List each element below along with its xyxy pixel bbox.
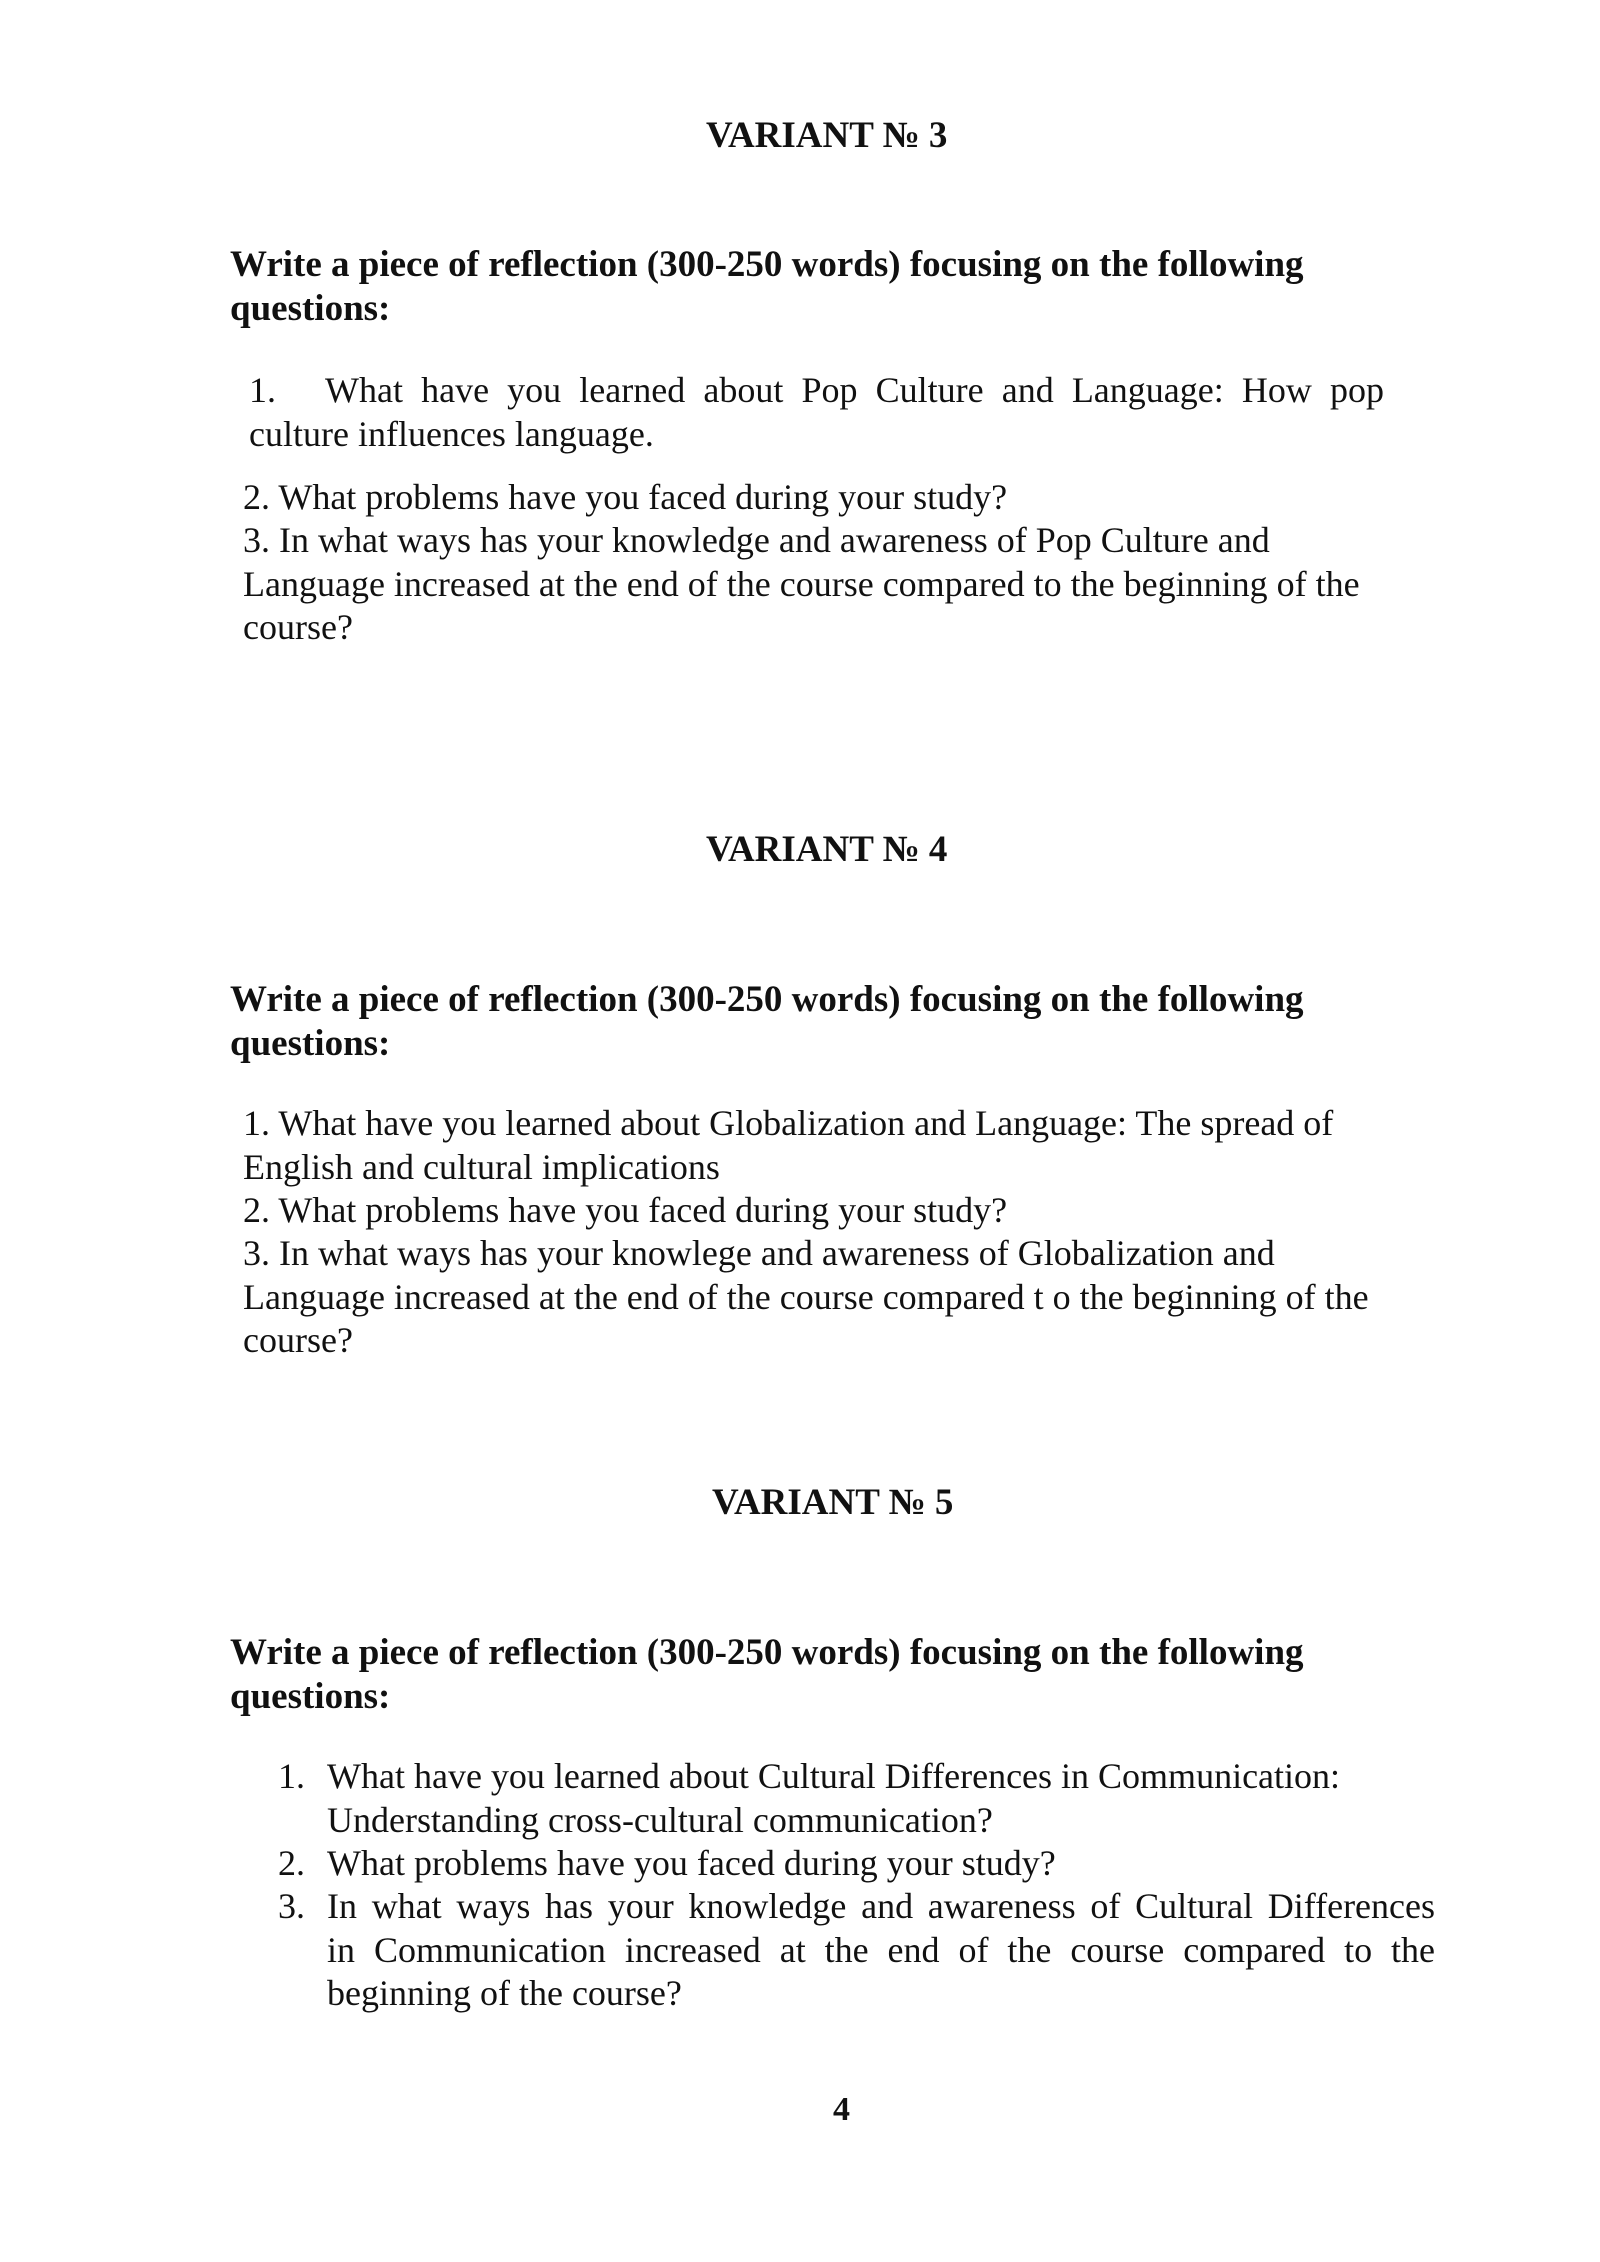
variant-3-question-3 [243, 519, 1443, 650]
question-1-line-2: Understanding cross-cultural communication? [327, 1799, 993, 1840]
question-3-line-2: Language increased at the end of the course compared t o the beginning of the [243, 1276, 1369, 1317]
question-3-line-3: course? [243, 1320, 353, 1360]
question-number: 3. [278, 1886, 305, 1926]
question-2-line-1: What problems have you faced during your study? [327, 1843, 1056, 1883]
question-1-line-1: What have you learned about Cultural Differences in Communication: [327, 1756, 1341, 1796]
page-number: 4 [833, 2091, 850, 2128]
variant-3-prompt: Write a piece of reflection (300-250 words) focusing on the following questions: [230, 244, 1304, 329]
variant-5-heading: VARIANT № 5 [712, 1482, 954, 1523]
question-number: 1. [278, 1756, 305, 1796]
question-number: 1. [249, 370, 276, 410]
question-1-line-2: English and cultural implications [243, 1146, 720, 1187]
variant-5-question-3 [278, 1885, 1435, 2016]
question-3-line-3: course? [243, 607, 353, 647]
question-3-line-2: Language increased at the end of the course compared to the beginning of the [243, 563, 1360, 604]
variant-4-heading: VARIANT № 4 [706, 829, 948, 870]
question-3-line-1: 3. In what ways has your knowlege and awareness of Globalization and [243, 1233, 1275, 1273]
variant-4-question-2: 2. What problems have you faced during your study? [243, 1190, 1008, 1230]
variant-4-question-1 [243, 1102, 1443, 1189]
variant-4-prompt: Write a piece of reflection (300-250 words) focusing on the following questions: [230, 979, 1304, 1064]
question-1-line-1: 1. What have you learned about Globalization and Language: The spread of [243, 1103, 1334, 1143]
question-1-line-1: What have you learned about Pop Culture and Language: How pop [325, 370, 1384, 410]
variant-4-question-3 [243, 1232, 1443, 1363]
question-number: 2. [278, 1843, 305, 1883]
variant-5-question-2 [278, 1842, 1435, 1886]
variant-3-question-2: 2. What problems have you faced during your study? [243, 477, 1008, 517]
variant-3-heading: VARIANT № 3 [706, 115, 948, 156]
question-3-line-2: in Communication increased at the end of the course compared to the [327, 1929, 1435, 1970]
variant-5-prompt: Write a piece of reflection (300-250 words) focusing on the following questions: [230, 1632, 1304, 1717]
question-3-line-3: beginning of the course? [327, 1973, 682, 2013]
variant-5-question-1 [278, 1755, 1435, 1842]
question-1-line-2: culture influences language. [249, 413, 654, 454]
question-3-line-1: In what ways has your knowledge and awareness of Cultural Differences [327, 1886, 1435, 1926]
question-3-line-1: 3. In what ways has your knowledge and awareness of Pop Culture and [243, 520, 1270, 560]
variant-3-question-1 [249, 369, 1384, 456]
